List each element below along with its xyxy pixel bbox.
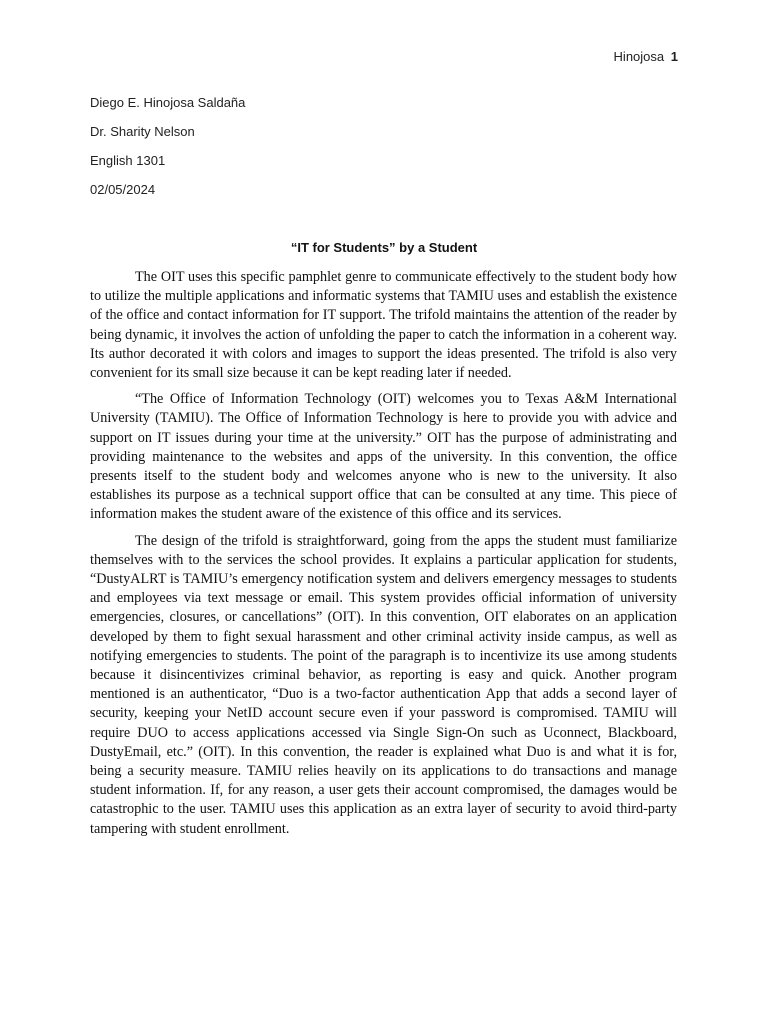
essay-title: “IT for Students” by a Student bbox=[290, 240, 478, 255]
author-name: Diego E. Hinojosa Saldaña bbox=[90, 95, 246, 110]
date: 02/05/2024 bbox=[90, 182, 156, 197]
essay-body bbox=[90, 268, 677, 846]
instructor-name: Dr. Sharity Nelson bbox=[90, 124, 195, 139]
paragraph-1: The OIT uses this specific pamphlet genre to communicate effectively to the student body how to utilize the multiple applications and informatic systems that TAMIU uses and establish the existence of the office and contact information for IT support. The trifold maintains the attention of the reader by being dynamic, it involves the action of unfolding the paper to catch the information in a coherent way. Its author decorated it with colors and images to support the ideas presented. The trifold is also very convenient for its small size because it can be kept reading later if needed. bbox=[90, 269, 677, 382]
course-name: English 1301 bbox=[90, 153, 166, 168]
running-header bbox=[614, 49, 678, 64]
paragraph-3: The design of the trifold is straightforward, going from the apps the student must familiarize themselves with to the services the school provides. It explains a particular application for students, “DustyALRT is TAMIU’s emergency notification system and delivers emergency messages to students and employees via text message or email. This system provides official information of university emergencies, closures, or cancellations” (OIT). In this convention, OIT elaborates on an application developed by them to fight sexual harassment and other criminal activity inside campus, as well as notifying emergencies to students. The point of the paragraph is to incentivize its use among students because it disincentivizes criminal behavior, as reporting is easy and quick. Another program mentioned is an authenticator, “Duo is a two-factor authentication App that adds a second layer of security, keeping your NetID account secure even if your password is compromised. TAMIU will require DUO to access applications accessed via Single Sign-On such as Uconnect, Blackboard, DustyEmail, etc.” (OIT). In this convention, the reader is explained what Duo is and what it is for, being a security measure. TAMIU relies heavily on its applications to do transactions and manage student information. If, for any reason, a user gets their account compromised, the damages would be catastrophic to the user. TAMIU uses this application as an extra layer of security to avoid third-party tampering with student enrollment. bbox=[90, 532, 677, 837]
paragraph-2: “The Office of Information Technology (OIT) welcomes you to Texas A&M International University (TAMIU). The Office of Information Technology is here to provide you with advice and support on IT issues during your time at the university.” OIT has the purpose of administrating and providing maintenance to the websites and apps of the university. In this convention, the office presents itself to the student body and welcomes anyone who is new to the university. It also establishes its purpose as a technical support office that can be consulted at any time. This piece of information makes the student aware of the existence of this office and its services. bbox=[90, 391, 677, 523]
page-number: 1 bbox=[670, 49, 678, 64]
mla-heading bbox=[90, 95, 245, 211]
running-head-surname: Hinojosa bbox=[613, 49, 665, 64]
